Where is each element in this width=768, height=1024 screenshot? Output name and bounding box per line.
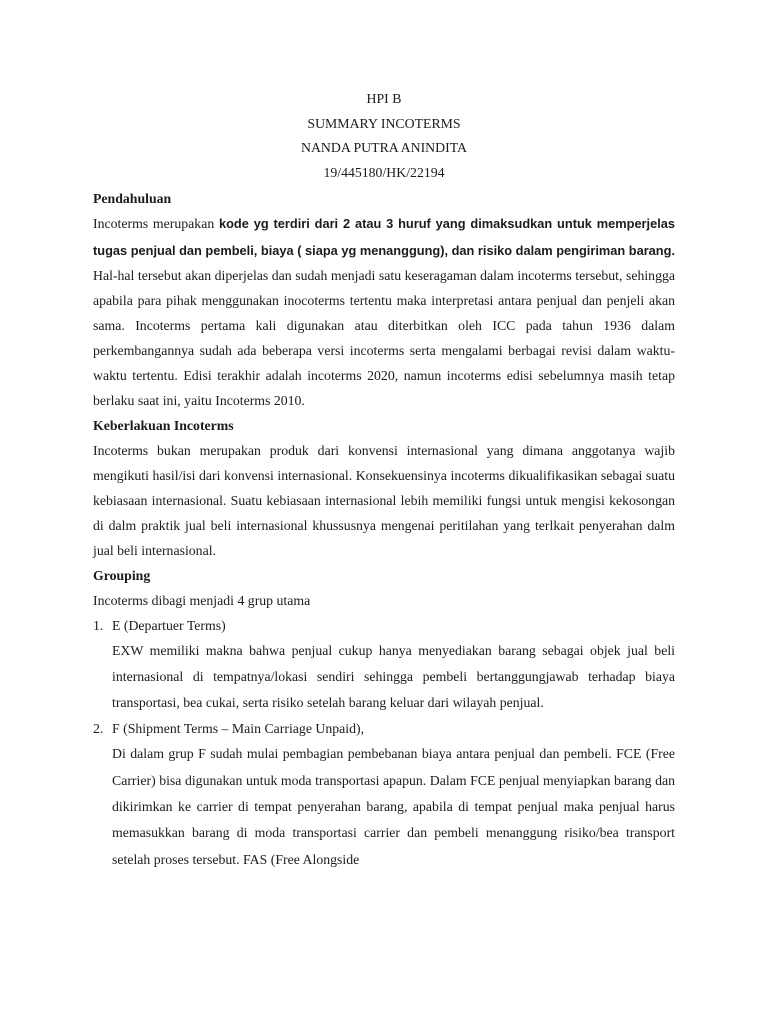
pendahuluan-rest: Hal-hal tersebut akan diperjelas dan sudah menjadi satu keseragaman dalam incoterms tersebut, sehingga apabila para pihak menggunakan inocoterms tertentu maka interpretasi antara penjual dan penjeli akan sama. Incoterms pertama kali digunakan atau diterbitkan oleh ICC pada tahun 1936 dalam perkembangannya sudah ada beberapa versi incoterms serta mengalami berbagai revisi dalam waktu-waktu tertentu. Edisi terakhir adalah incoterms 2020, namun incoterms edisi sebelumnya masih tetap berlaku saat ini, yaitu Incoterms 2010. <box>93 267 675 408</box>
document-header <box>0 87 768 185</box>
list-item-description: EXW memiliki makna bahwa penjual cukup hanya menyediakan barang sebagai objek jual beli internasional di tempatnya/lokasi sendiri sehingga pembeli bertanggungjawab terhadap biaya transportasi, bea cukai, serta risiko setelah barang keluar dari wilayah penjual. <box>112 642 675 711</box>
list-item <box>93 716 675 741</box>
document-body <box>93 186 675 873</box>
list-item-label: F (Shipment Terms – Main Carriage Unpaid), <box>112 721 365 737</box>
list-item-number: 2. <box>93 721 104 737</box>
keberlakuan-paragraph: Incoterms bukan merupakan produk dari konvensi internasional yang dimana anggotanya wajib mengikuti hasil/isi dari konvensi internasional. Konsekuensinya incoterms dikualifikasikan sebagai suatu kebiasaan internasional. Suatu kebiasaan internasional lebih memiliki fungsi untuk mengisi kekosongan di dalm praktik jual beli internasional khussusnya mengenai peritilahan yang terlkait penyerahan dalm jual beli internasional. <box>93 442 675 558</box>
author-name: NANDA PUTRA ANINDITA <box>301 140 467 155</box>
list-item-description: Di dalam grup F sudah mulai pembagian pembebanan biaya antara penjual dan pembeli. FCE (Free Carrier) bisa digunakan untuk moda transportasi apapun. Dalam FCE penjual menyiapkan barang dan dikirimkan ke carrier di tempat penyerahan barang, apabila di tempat penjual maka penjual harus memasukkan barang di moda transportasi carrier dan pembeli menanggung risiko/bea transport setelah proses tersebut. FAS (Free Alongside <box>112 746 675 867</box>
list-item-label: E (Departuer Terms) <box>112 617 226 633</box>
pendahuluan-lead: Incoterms merupakan <box>93 216 219 231</box>
document-title: SUMMARY INCOTERMS <box>307 115 461 131</box>
student-id: 19/445180/HK/22194 <box>323 164 445 180</box>
pendahuluan-bold-definition: kode yg terdiri dari 2 atau 3 huruf yang dimaksudkan untuk memperjelas tugas penjual dan pembeli, biaya ( siapa yg menanggung), dan risiko dalam pengiriman barang. <box>93 216 675 258</box>
course-code: HPI B <box>366 91 402 106</box>
heading-pendahuluan: Pendahuluan <box>93 191 172 206</box>
heading-grouping: Grouping <box>93 567 151 583</box>
heading-keberlakuan: Keberlakuan Incoterms <box>93 417 234 433</box>
grouping-list <box>93 613 675 873</box>
list-item-number: 1. <box>93 617 104 633</box>
grouping-intro: Incoterms dibagi menjadi 4 grup utama <box>93 592 311 608</box>
pendahuluan-paragraph <box>93 211 675 413</box>
list-item <box>93 613 675 638</box>
